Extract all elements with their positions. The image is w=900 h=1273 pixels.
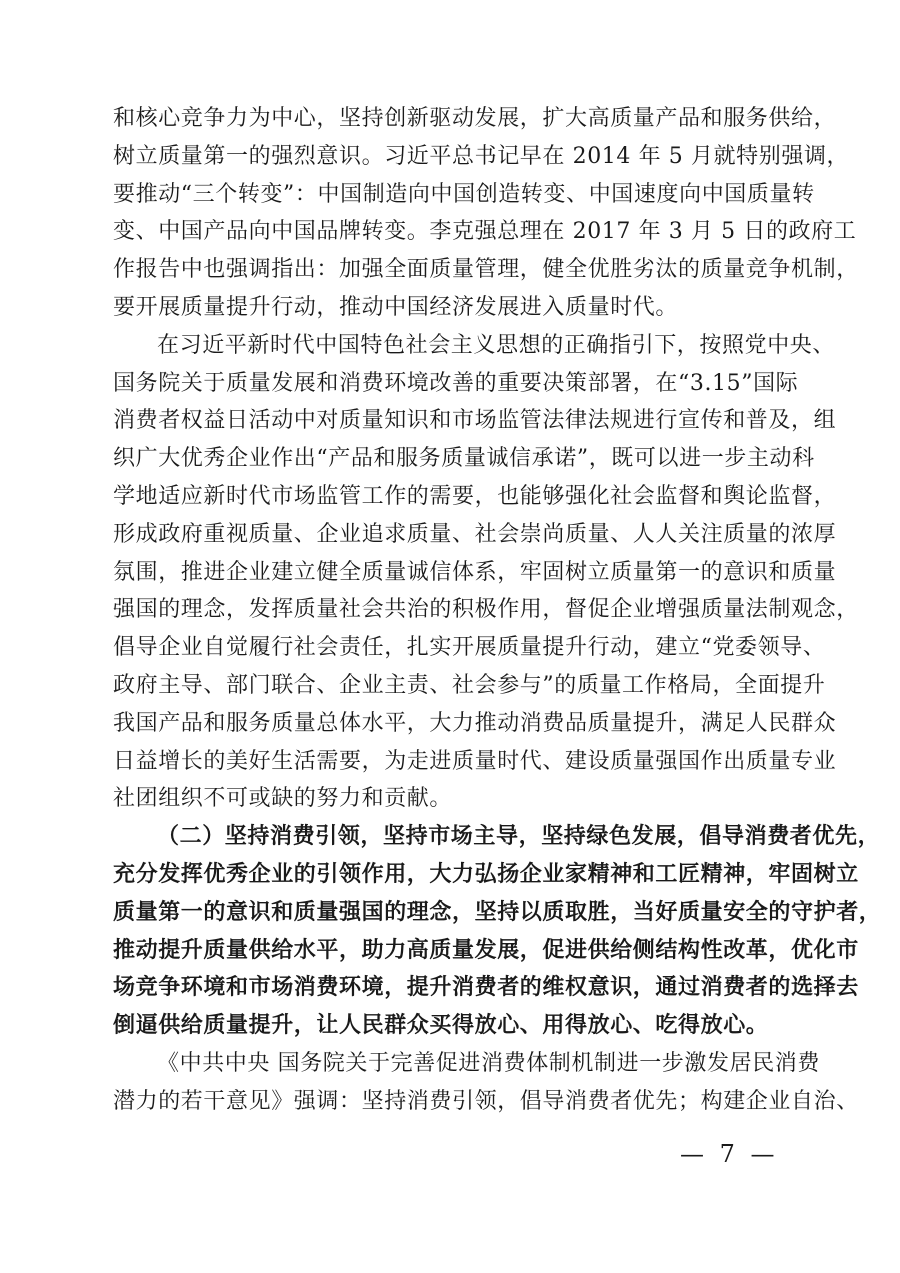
text-line: 倡导企业自觉履行社会责任，扎实开展质量提升行动，建立“党委领导、 (113, 635, 826, 661)
text-line: 变、中国产品向中国品牌转变。李克强总理在 2017 年 3 月 5 日的政府工 (113, 219, 857, 245)
text-line: 《中共中央 国务院关于完善促进消费体制机制进一步激发居民消费 (157, 1050, 820, 1076)
text-line: 要开展质量提升行动，推动中国经济发展进入质量时代。 (113, 294, 679, 320)
text-line: 社团组织不可或缺的努力和贡献。 (113, 786, 453, 812)
body-text (113, 100, 882, 1121)
text-line: 消费者权益日活动中对质量知识和市场监管法律法规进行宣传和普及，组 (113, 408, 837, 434)
paragraph (113, 100, 859, 327)
text-line: 国务院关于质量发展和消费环境改善的重要决策部署，在“3.15”国际 (113, 370, 799, 396)
text-line: 学地适应新时代市场监管工作的需要，也能够强化社会监督和舆论监督， (113, 483, 837, 509)
text-line: 推动提升质量供给水平，助力高质量发展，促进供给侧结构性改革，优化市 (113, 936, 859, 963)
text-line: 强国的理念，发挥质量社会共治的积极作用，督促企业增强质量法制观念， (113, 597, 859, 623)
text-line: 潜力的若干意见》强调：坚持消费引领，倡导消费者优先；构建企业自治、 (113, 1088, 859, 1114)
text-line: 在习近平新时代中国特色社会主义思想的正确指引下，按照党中央、 (157, 332, 836, 358)
text-line: 我国产品和服务质量总体水平，大力推动消费品质量提升，满足人民群众 (113, 710, 837, 736)
text-line: 质量第一的意识和质量强国的理念，坚持以质取胜，当好质量安全的守护者， (113, 898, 882, 925)
text-line: 场竞争环境和市场消费环境，提升消费者的维权意识，通过消费者的选择去 (113, 974, 859, 1001)
text-line: 形成政府重视质量、企业追求质量、社会崇尚质量、人人关注质量的浓厚 (113, 521, 837, 547)
text-line: 织广大优秀企业作出“产品和服务质量诚信承诺”，既可以进一步主动科 (113, 446, 815, 472)
paragraph (113, 818, 882, 1045)
text-line: 作报告中也强调指出：加强全面质量管理，健全优胜劣汰的质量竞争机制， (113, 257, 859, 283)
paragraph (113, 327, 859, 818)
text-line: 倒逼供给质量提升，让人民群众买得放心、用得放心、吃得放心。 (113, 1012, 769, 1039)
text-line: 政府主导、部门联合、企业主责、社会参与”的质量工作格局，全面提升 (113, 672, 826, 698)
text-line: （二）坚持消费引领，坚持市场主导，坚持绿色发展，倡导消费者优先， (157, 823, 881, 850)
text-line: 树立质量第一的强烈意识。习近平总书记早在 2014 年 5 月就特别强调， (113, 143, 850, 169)
text-line: 要推动“三个转变”：中国制造向中国创造转变、中国速度向中国质量转 (113, 181, 815, 207)
paragraph (113, 1045, 859, 1121)
text-line: 充分发挥优秀企业的引领作用，大力弘扬企业家精神和工匠精神，牢固树立 (113, 860, 859, 887)
page-number: — 7 — (680, 1140, 779, 1168)
text-line: 氛围，推进企业建立健全质量诚信体系，牢固树立质量第一的意识和质量 (113, 559, 837, 585)
text-line: 和核心竞争力为中心，坚持创新驱动发展，扩大高质量产品和服务供给， (113, 106, 837, 131)
text-line: 日益增长的美好生活需要，为走进质量时代、建设质量强国作出质量专业 (113, 748, 837, 774)
